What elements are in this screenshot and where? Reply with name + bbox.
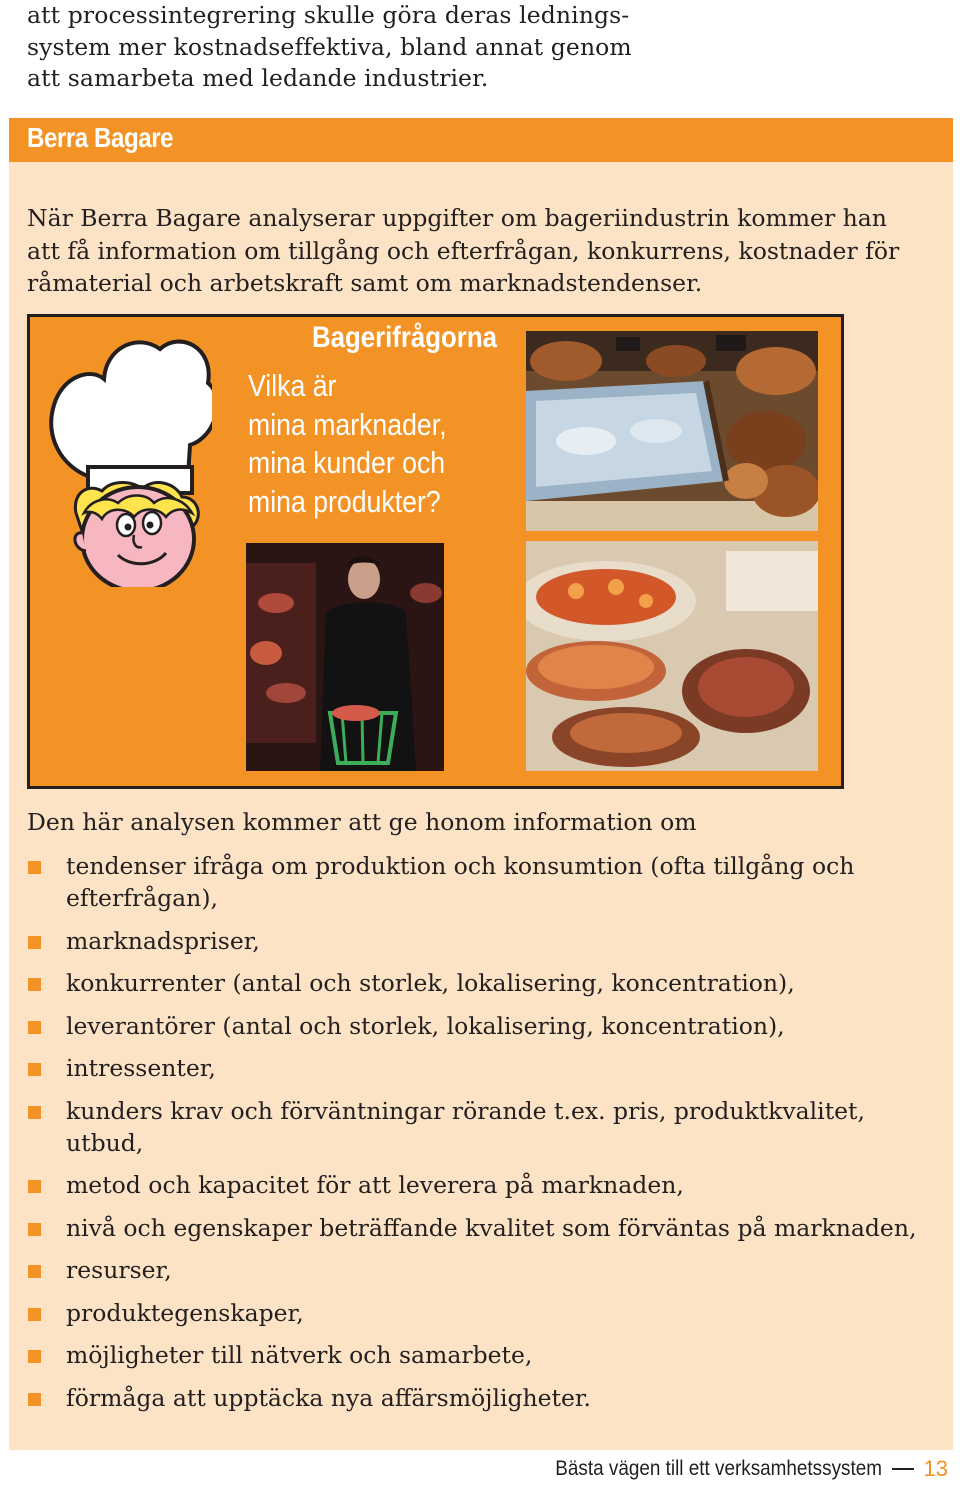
berra-bagare-box [9,118,953,1450]
bullet-square-icon [28,1223,41,1236]
list-item-text: konkurrenter (antal och storlek, lokalisering, koncentration), [66,969,795,997]
bullet-square-icon [28,861,41,874]
list-item [27,1010,937,1042]
bullet-square-icon [28,1106,41,1119]
list-item [27,925,937,957]
list-item [27,850,937,914]
bullet-square-icon [28,936,41,949]
list-item-text: nivå och egenskaper beträffande kvalitet som förväntas på marknaden, [66,1213,917,1242]
intro-line: att samarbeta med ledande industrier. [27,64,489,92]
box-intro-line: att få information om tillgång och efterfrågan, konkurrens, kostnader för [27,236,900,265]
footer-dash [892,1468,914,1470]
footer-title: Bästa vägen till ett verksamhetssystem [554,1457,882,1480]
bullet-square-icon [28,1063,41,1076]
panel-question [248,367,506,521]
box-header-bar [9,118,953,162]
list-item [27,1339,937,1371]
list-item [27,1212,937,1244]
box-intro-paragraph [27,202,937,300]
intro-line: att processintegrering skulle göra deras lednings- [27,1,630,29]
panel-title: Bagerifrågorna [312,321,497,354]
list-item-text: tendenser ifråga om produktion och konsumtion (ofta tillgång och efterfrågan), [66,852,855,912]
bullet-square-icon [28,978,41,991]
list-item [27,1254,937,1286]
bullet-square-icon [28,1265,41,1278]
box-intro-line: När Berra Bagare analyserar uppgifter om bageriindustrin kommer han [27,204,887,232]
list-item-text: förmåga att upptäcka nya affärsmöjligheter. [66,1383,592,1412]
question-line: mina marknader, [248,406,447,442]
page-footer [519,1456,948,1482]
illustration-panel [27,314,844,789]
intro-paragraph [27,0,927,95]
page-number: 13 [923,1456,948,1481]
box-intro-line: råmaterial och arbetskraft samt om marknadstendenser. [27,269,703,297]
intro-line: system mer kostnadseffektiva, bland annat genom [27,32,632,61]
bullet-square-icon [28,1180,41,1193]
pastry-photo [526,541,818,771]
list-item-text: kunders krav och förväntningar rörande t.ex. pris, produktkvalitet, utbud, [66,1096,865,1157]
list-item [27,1382,937,1414]
list-item-text: leverantörer (antal och storlek, lokalisering, koncentration), [66,1011,785,1040]
list-item-text: produktegenskaper, [66,1298,304,1327]
question-line: mina kunder och [248,445,446,480]
bullet-square-icon [28,1308,41,1321]
list-intro: Den här analysen kommer att ge honom information om [27,808,697,836]
list-item-text: metod och kapacitet för att leverera på marknaden, [66,1171,684,1199]
list-item-text: marknadspriser, [66,926,260,955]
list-item [27,1169,937,1201]
bullet-square-icon [28,1021,41,1034]
list-item-text: intressenter, [66,1054,216,1082]
list-item-text: möjligheter till nätverk och samarbete, [66,1341,533,1369]
list-item [27,967,937,999]
list-item [27,1297,937,1329]
bakery-shelf-photo [526,331,818,531]
list-item [27,1052,937,1084]
information-list [27,850,937,1424]
chef-illustration [42,327,212,587]
bullet-square-icon [28,1350,41,1363]
question-line: Vilka är [248,368,337,403]
box-title: Berra Bagare [27,122,174,153]
shopper-photo [246,543,444,771]
list-item [27,1095,937,1159]
bullet-square-icon [28,1393,41,1406]
list-item-text: resurser, [66,1256,172,1284]
question-line: mina produkter? [248,483,441,519]
